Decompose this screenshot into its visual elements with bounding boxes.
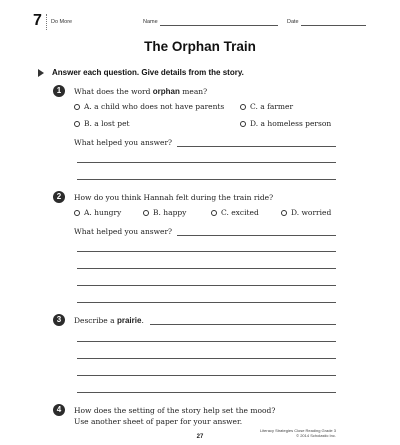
q2-helped-label: What helped you answer? <box>74 227 173 236</box>
answer-line[interactable] <box>177 235 336 236</box>
unit-number: 7 <box>33 12 42 29</box>
q2-option-a[interactable]: A. hungry <box>74 208 121 217</box>
question-4-number: 4 <box>53 404 65 416</box>
date-label: Date <box>287 19 299 25</box>
copyright-credit: Literacy Strategies Close Reading Grade 3 © 2014 Scholastic Inc. <box>259 428 336 438</box>
radio-circle-icon[interactable] <box>240 104 246 110</box>
question-4-instruction: Use another sheet of paper for your answer. <box>74 417 243 426</box>
answer-line[interactable] <box>77 341 336 342</box>
q1-option-d[interactable]: D. a homeless person <box>240 119 331 128</box>
answer-line[interactable] <box>77 392 336 393</box>
question-3-text: Describe a prairie. <box>74 316 144 325</box>
radio-circle-icon[interactable] <box>74 104 80 110</box>
date-line[interactable] <box>301 25 366 26</box>
q1-helped-label: What helped you answer? <box>74 138 173 147</box>
name-label: Name <box>143 19 158 25</box>
page-title: The Orphan Train <box>144 39 256 54</box>
name-line[interactable] <box>160 25 278 26</box>
answer-line[interactable] <box>77 179 336 180</box>
answer-line[interactable] <box>77 285 336 286</box>
answer-line[interactable] <box>77 251 336 252</box>
radio-circle-icon[interactable] <box>74 121 80 127</box>
question-1-text: What does the word orphan mean? <box>74 87 208 96</box>
header-divider <box>46 14 47 30</box>
page-number: 27 <box>196 434 204 440</box>
q2-option-d[interactable]: D. worried <box>281 208 331 217</box>
q1-option-b[interactable]: B. a lost pet <box>74 119 130 128</box>
triangle-bullet-icon <box>38 69 44 77</box>
question-3-number: 3 <box>53 314 65 326</box>
question-1-number: 1 <box>53 85 65 97</box>
radio-circle-icon[interactable] <box>211 210 217 216</box>
radio-circle-icon[interactable] <box>74 210 80 216</box>
radio-circle-icon[interactable] <box>240 121 246 127</box>
answer-line[interactable] <box>77 358 336 359</box>
answer-line[interactable] <box>177 146 336 147</box>
unit-label: Do More <box>51 19 73 25</box>
q2-option-b[interactable]: B. happy <box>143 208 186 217</box>
question-4-text: How does the setting of the story help set the mood? <box>74 406 276 415</box>
q1-option-a[interactable]: A. a child who does not have parents <box>74 102 224 111</box>
instructions: Answer each question. Give details from the story. <box>52 68 244 77</box>
q1-option-c[interactable]: C. a farmer <box>240 102 293 111</box>
answer-line[interactable] <box>77 302 336 303</box>
answer-line[interactable] <box>77 268 336 269</box>
answer-line[interactable] <box>77 162 336 163</box>
question-2-text: How do you think Hannah felt during the train ride? <box>74 193 274 202</box>
radio-circle-icon[interactable] <box>281 210 287 216</box>
answer-line[interactable] <box>150 324 336 325</box>
answer-line[interactable] <box>77 375 336 376</box>
radio-circle-icon[interactable] <box>143 210 149 216</box>
question-2-number: 2 <box>53 191 65 203</box>
q2-option-c[interactable]: C. excited <box>211 208 259 217</box>
